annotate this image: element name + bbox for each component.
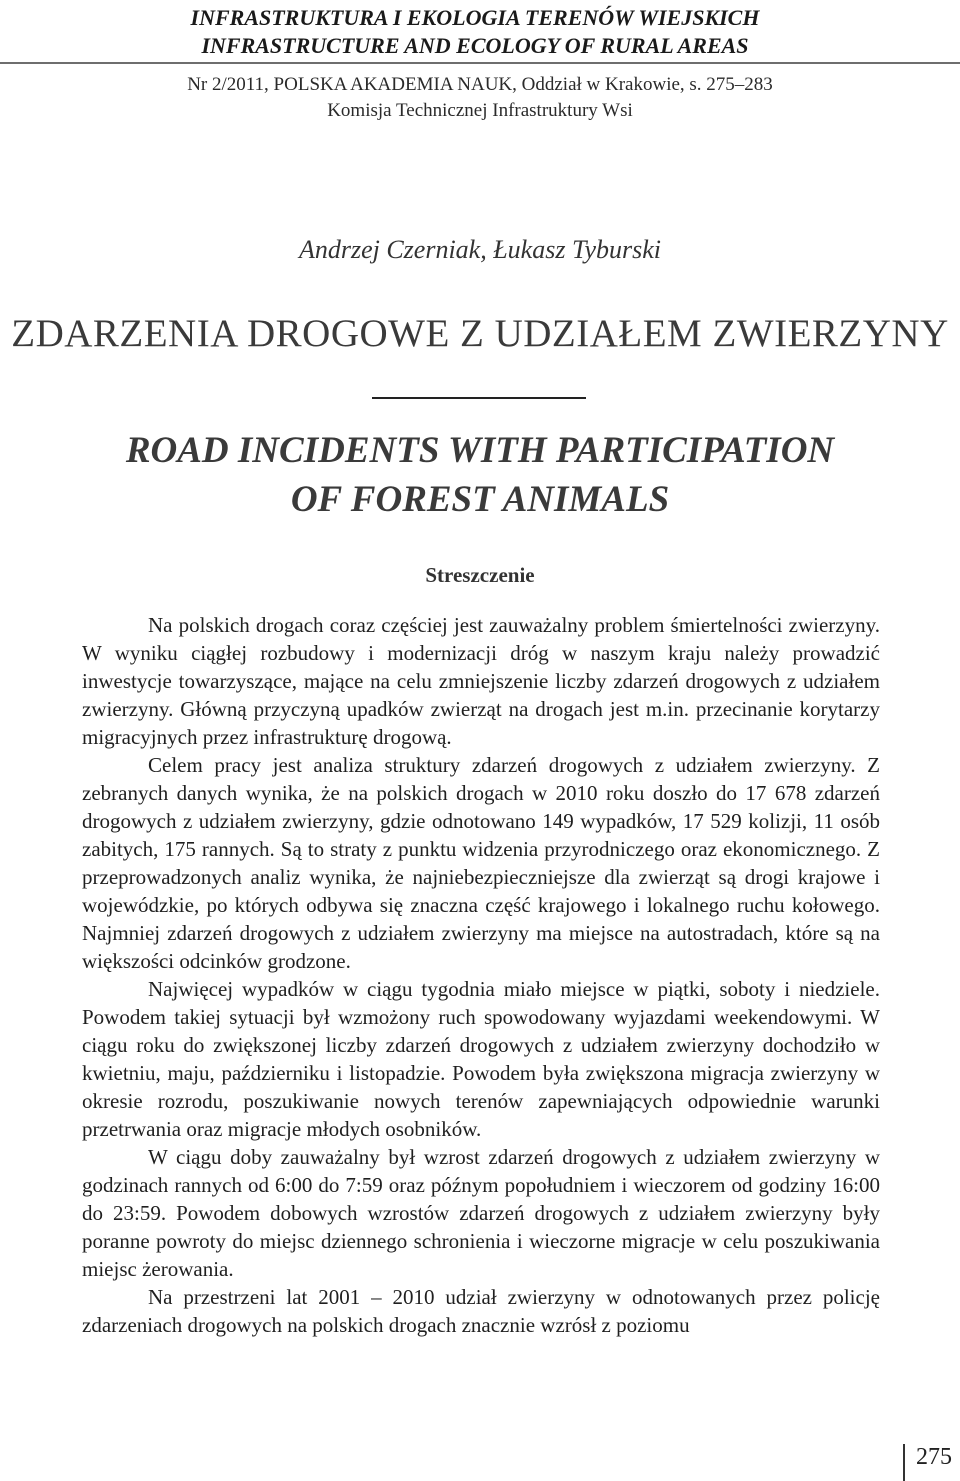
abstract-paragraph: Najwięcej wypadków w ciągu tygodnia miało miejsce w piątki, soboty i niedziele. Powodem takiej sytuacji był wzmożony ruch spowodowany wyjazdami weekendowymi. W ciągu roku do zwiększonej liczby zdarzeń drogowych z udziałem zwierzyny dochodziło w kwietniu, maju, październiku i listopadzie. Powodem była zwiększona migracja zwierzyny w okresie rozrodu, poszukiwanie nowych terenów zapewniających odpowiednie warunki przetrwania oraz migracje młodych osobników.	[82, 977, 880, 1141]
paper-title-en	[0, 426, 960, 524]
issue-info	[0, 72, 960, 124]
header-rule	[0, 62, 960, 64]
abstract-heading: Streszczenie	[425, 563, 535, 587]
issue-line: Nr 2/2011, POLSKA AKADEMIA NAUK, Oddział w Krakowie, s. 275–283	[187, 74, 773, 95]
authors: Andrzej Czerniak, Łukasz Tyburski	[298, 235, 662, 264]
journal-title-en: INFRASTRUCTURE AND ECOLOGY OF RURAL AREAS	[201, 33, 749, 58]
title-en-line-1: ROAD INCIDENTS WITH PARTICIPATION	[125, 430, 835, 471]
abstract-paragraph: W ciągu doby zauważalny był wzrost zdarzeń drogowych z udziałem zwierzyny w godzinach rannych od 6:00 do 7:59 oraz późnym popołudniem i wieczorem od godziny 16:00 do 23:59. Powodem dobowych wzrostów zdarzeń drogowych z udziałem zwierzyny były poranne powroty do miejsc dziennego schronienia i wieczorne migracje w celu poszukiwania miejsc żerowania.	[82, 1145, 880, 1281]
journal-title-pl: INFRASTRUKTURA I EKOLOGIA TERENÓW WIEJSKICH	[190, 5, 760, 30]
abstract-paragraph: Celem pracy jest analiza struktury zdarzeń drogowych z udziałem zwierzyny. Z zebranych danych wynika, że na polskich drogach w 2010 roku doszło do 17 678 zdarzeń drogowych z udziałem zwierzyny, gdzie odnotowano 149 wypadków, 17 529 kolizji, 11 osób zabitych, 175 rannych. Są to straty z punktu widzenia przyrodniczego oraz ekonomicznego. Z przeprowadzonych analiz wynika, że najniebezpieczniejsze dla zwierząt są drogi krajowe i wojewódzkie, po których odbywa się znaczna część krajowego i lokalnego ruchu kołowego. Najmniej zdarzeń drogowych z udziałem zwierzyny ma miejsce na autostradach, które są na większości odcinków grodzone.	[82, 753, 880, 973]
title-en-line-2: OF FOREST ANIMALS	[290, 479, 670, 520]
abstract-paragraph: Na przestrzeni lat 2001 – 2010 udział zwierzyny w odnotowanych przez policję zdarzeniach drogowych na polskich drogach znacznie wzrósł z poziomu	[82, 1285, 880, 1337]
abstract-paragraph: Na polskich drogach coraz częściej jest zauważalny problem śmiertelności zwierzyny. W wyniku ciągłej rozbudowy i modernizacji dróg w naszym kraju należy prowadzić inwestycje towarzyszące, mające na celu zmniejszenie liczby zdarzeń drogowych z udziałem zwierzyny. Główną przyczyną upadków zwierząt na drogach jest m.in. przecinanie korytarzy migracyjnych przez infrastrukturę drogową.	[82, 613, 880, 749]
journal-header	[150, 4, 800, 60]
title-divider	[372, 397, 586, 399]
abstract-body	[82, 611, 880, 1339]
commission-line: Komisja Technicznej Infrastruktury Wsi	[327, 100, 633, 121]
page-number: 275	[916, 1444, 952, 1470]
paper-title-pl: ZDARZENIA DROGOWE Z UDZIAŁEM ZWIERZYNY	[11, 312, 949, 355]
